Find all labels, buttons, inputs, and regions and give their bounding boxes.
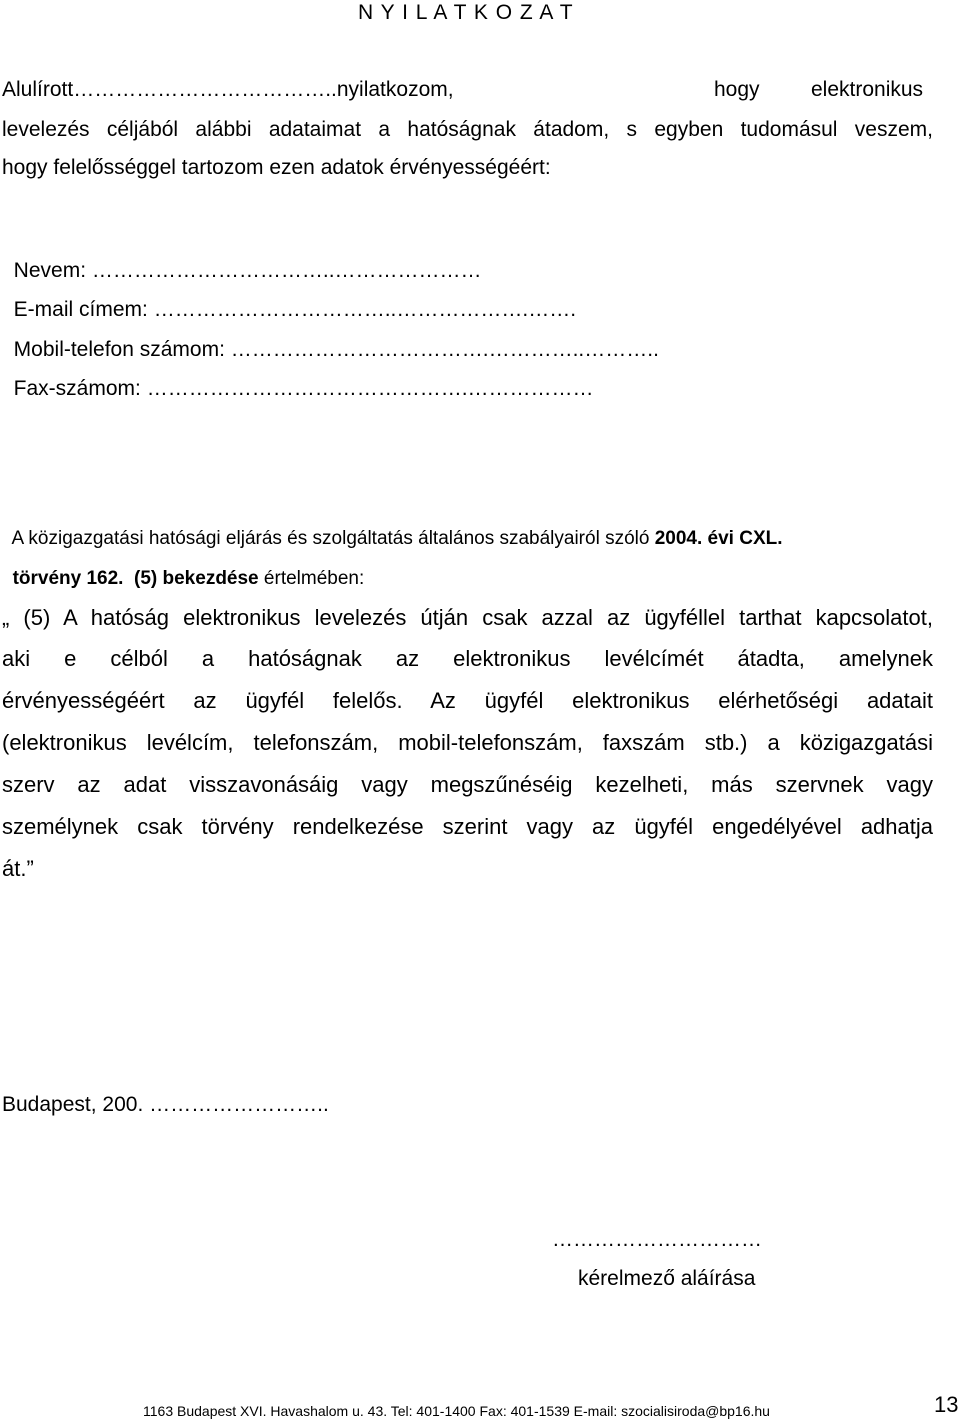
- quote-line-6: személynek csak törvény rendelkezése szerint vagy az ügyfél engedélyével adhatja: [2, 814, 933, 839]
- field-fax-dots: ……………………………………….………………: [140, 377, 594, 400]
- quote-line-7: át.”: [2, 856, 34, 881]
- field-mobile-label: Mobil-telefon számom:: [13, 338, 225, 361]
- quote-line-5: szerv az adat visszavonásáig vagy megszűnéséig kezelheti, más szervnek vagy: [2, 772, 933, 797]
- quote-line-1: „ (5) A hatóság elektronikus levelezés útján csak azzal az ügyféllel tarthat kapcsolatot,: [2, 605, 933, 630]
- field-name-dots: ……………………………..…………………: [86, 259, 482, 282]
- intro-line-2: levelezés céljából alábbi adataimat a hatóságnak átadom, s egyben tudomásul veszem,: [2, 118, 933, 141]
- field-email-dots: ……………………………..……………….…….: [147, 298, 577, 321]
- reference-line-2-bold: törvény 162. (5) bekezdése: [12, 568, 259, 589]
- intro-line-1-left: Alulírott………………………………..nyilatkozom,: [2, 78, 454, 101]
- field-fax-label: Fax-számom:: [13, 377, 141, 400]
- field-fax: [2, 350, 594, 402]
- reference-line-1-bold: 2004. évi CXL.: [654, 528, 783, 549]
- reference-line-2-normal: értelmében:: [258, 568, 365, 589]
- field-name-label: Nevem:: [13, 259, 87, 282]
- signature-line: …………………………: [552, 1228, 762, 1251]
- place-date: Budapest, 200. ……………………..: [2, 1093, 329, 1116]
- field-mobile-dots: ……………………………….…………..………..: [224, 338, 659, 361]
- reference-line-1-normal: A közigazgatási hatósági eljárás és szolgáltatás általános szabályairól szóló: [11, 528, 655, 549]
- field-email-label: E-mail címem:: [13, 298, 148, 321]
- page-number: 13: [934, 1392, 959, 1417]
- intro-line-1-mid: hogy: [714, 78, 760, 101]
- quote-line-2: aki e célból a hatóságnak az elektronikus levélcímét átadta, amelynek: [2, 646, 933, 671]
- quote-line-3: érvényességéért az ügyfél felelős. Az ügyfél elektronikus elérhetőségi adatait: [2, 688, 933, 713]
- footer-contact: 1163 Budapest XVI. Havashalom u. 43. Tel: 401-1400 Fax: 401-1539 E-mail: szocialisiroda@bp16.hu: [143, 1403, 770, 1419]
- reference-line-2: [2, 543, 364, 591]
- quote-line-4: (elektronikus levélcím, telefonszám, mobil-telefonszám, faxszám stb.) a közigazgatási: [2, 730, 933, 755]
- signature-label: kérelmező aláírása: [578, 1267, 756, 1290]
- intro-line-1-right: elektronikus: [811, 78, 924, 101]
- document-title: N Y I L A T K O Z A T: [358, 1, 574, 24]
- intro-line-3: hogy felelősséggel tartozom ezen adatok érvényességéért:: [2, 156, 551, 179]
